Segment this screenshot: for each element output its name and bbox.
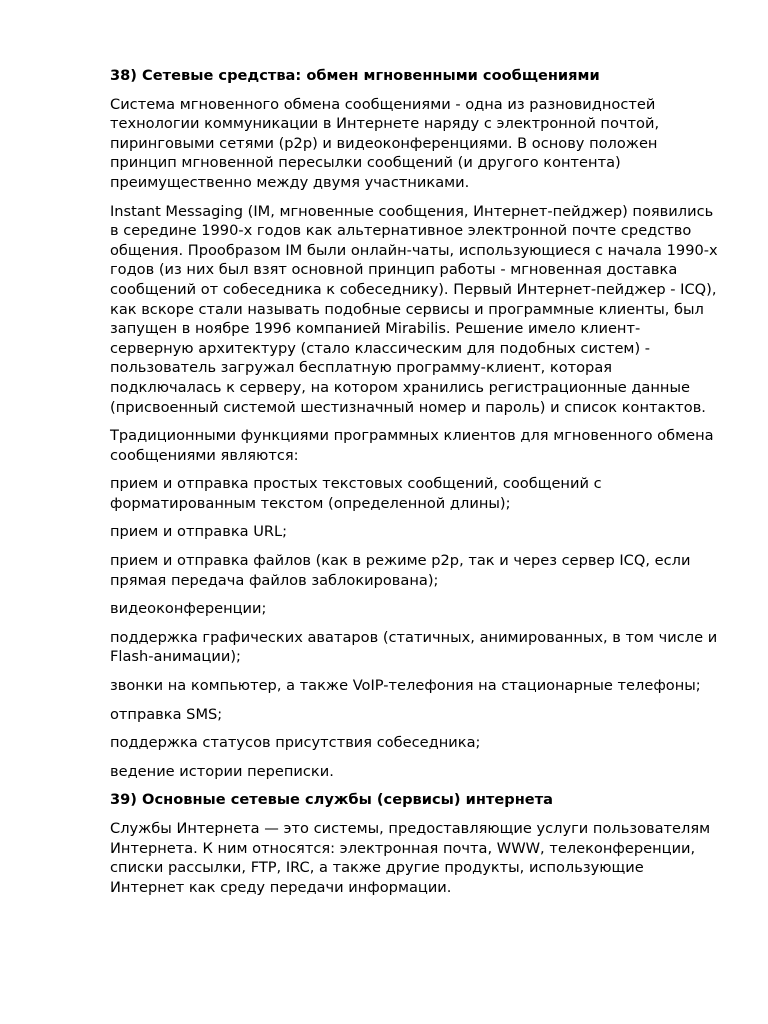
section-heading-38: 38) Сетевые средства: обмен мгновенными сообщениями (110, 67, 600, 84)
document-page (110, 66, 720, 906)
function-item-history: ведение истории переписки. (110, 762, 334, 780)
function-item-url: прием и отправка URL; (110, 523, 288, 541)
function-item-files: прием и отправка файлов (как в режиме p2p, так и через сервер ICQ, если прямая передача файлов заблокирована); (110, 552, 691, 589)
paragraph-functions-intro: Традиционными функциями программных клиентов для мгновенного обмена сообщениями являются: (110, 427, 714, 464)
paragraph-internet-services: Службы Интернета — это системы, предоставляющие услуги пользователям Интернета. К ним относятся: электронная почта, WWW, телеконференции, списки рассылки, FTP, IRC, а также другие продукты, использующие Интернет как среду передачи информации. (110, 820, 711, 896)
function-item-avatars: поддержка графических аватаров (статичных, анимированных, в том числе и Flash-анимации); (110, 628, 718, 666)
function-item-voip: звонки на компьютер, а также VoIP-телефония на стационарные телефоны; (110, 677, 701, 695)
paragraph-im-definition: Система мгновенного обмена сообщениями - одна из разновидностей технологии коммуникации в Интернете наряду с электронной почтой, пиринговыми сетями (p2p) и видеоконференциями. В основу положен принцип мгновенной пересылки сообщений (и другого контента) преимущественно между двумя участниками. (110, 95, 660, 191)
paragraph-im-history: Instant Messaging (IM, мгновенные сообщения, Интернет-пейджер) появились в середине 1990-х годов как альтернативное электронной почте средство общения. Прообразом IM были онлайн-чаты, использующиеся с начала 1990-х годов (из них был взят основной принцип работы - мгновенная доставка сообщений от собеседника к собеседнику). Первый Интернет-пейджер - ICQ), как вскоре стали называть подобные сервисы и программные клиенты, был запущен в ноябре 1996 компанией Mirabilis. Решение имело клиент-серверную архитектуру (стало классическим для подобных систем) - пользователь загружал бесплатную программу-клиент, которая подключалась к серверу, на котором хранились регистрационные данные (присвоенный системой шестизначный номер и пароль) и список контактов. (110, 202, 718, 416)
function-item-videoconference: видеоконференции; (110, 600, 267, 618)
function-item-text-messages: прием и отправка простых текстовых сообщений, сообщений с форматированным текстом (определенной длины); (110, 475, 602, 512)
function-item-sms: отправка SMS; (110, 705, 223, 723)
function-item-presence: поддержка статусов присутствия собеседника; (110, 734, 481, 752)
section-heading-39: 39) Основные сетевые службы (сервисы) интернета (110, 791, 554, 809)
